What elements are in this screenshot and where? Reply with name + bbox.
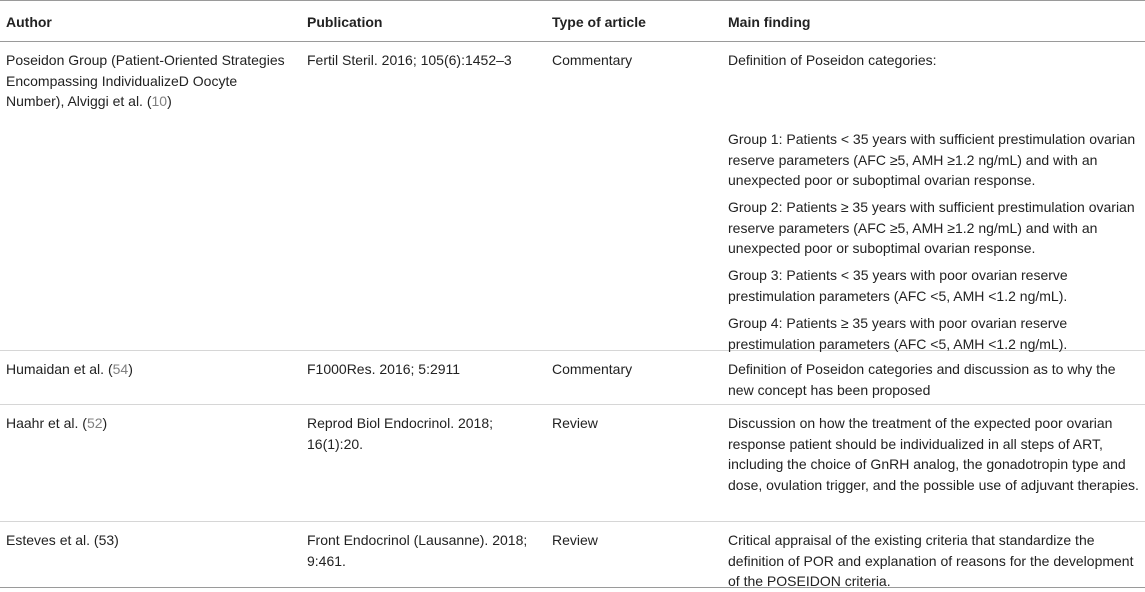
reference-link[interactable]: 53 xyxy=(98,532,115,548)
finding-text: Discussion on how the treatment of the expected poor ovarian response patient should be individualized in all steps of ART, including the choice of GnRH analog, the gonadotropin type and dose, ovulation trigger, and the possible use of adjuvant therapies. xyxy=(728,415,1139,493)
finding-text: Definition of Poseidon categories and discussion as to why the new concept has been proposed xyxy=(728,361,1116,398)
finding-group-1: Group 1: Patients < 35 years with sufficient prestimulation ovarian reserve parameters (AFC ≥5, AMH ≥1.2 ng/mL) and with an unexpected poor or suboptimal ovarian response. xyxy=(728,131,1136,188)
table-header xyxy=(0,0,1145,42)
finding-text: Critical appraisal of the existing criteria that standardize the definition of POR and explanation of reasons for the development of the POSEIDON criteria. xyxy=(728,532,1134,589)
author-cell: Humaidan et al. (54) xyxy=(6,361,133,377)
table-row xyxy=(0,522,1145,588)
finding-group-2: Group 2: Patients ≥ 35 years with sufficient prestimulation ovarian reserve parameters (AFC ≥5, AMH ≥1.2 ng/mL) and with an unexpected poor or suboptimal ovarian response. xyxy=(728,199,1135,256)
reference-link[interactable]: 52 xyxy=(86,415,103,431)
header-finding: Main finding xyxy=(728,14,811,30)
finding-group-4: Group 4: Patients ≥ 35 years with poor ovarian reserve prestimulation parameters (AFC <5, AMH <1.2 ng/mL). xyxy=(728,315,1068,352)
finding-text: Definition of Poseidon categories: xyxy=(728,52,937,68)
publication-cell: F1000Res. 2016; 5:2911 xyxy=(307,361,461,377)
table-row xyxy=(0,405,1145,522)
author-cell: Esteves et al. (53) xyxy=(6,532,119,548)
author-cell: Poseidon Group (Patient-Oriented Strategies Encompassing IndividualizeD Oocyte Number), Alviggi et al. (10) xyxy=(6,52,285,109)
publication-cell: Fertil Steril. 2016; 105(6):1452–3 xyxy=(307,52,512,68)
table-row xyxy=(0,351,1145,405)
type-cell: Commentary xyxy=(552,361,633,377)
finding-group-3: Group 3: Patients < 35 years with poor ovarian reserve prestimulation parameters (AFC <5, AMH <1.2 ng/mL). xyxy=(728,267,1068,304)
type-cell: Review xyxy=(552,415,598,431)
publication-cell: Front Endocrinol (Lausanne). 2018; 9:461. xyxy=(307,532,528,569)
table-row xyxy=(0,42,1145,351)
reference-link[interactable]: 54 xyxy=(112,361,129,377)
header-publication: Publication xyxy=(307,14,383,30)
author-cell: Haahr et al. (52) xyxy=(6,415,108,431)
type-cell: Commentary xyxy=(552,52,633,68)
publication-cell: Reprod Biol Endocrinol. 2018; 16(1):20. xyxy=(307,415,494,452)
type-cell: Review xyxy=(552,532,598,548)
header-type: Type of article xyxy=(552,14,646,30)
header-author: Author xyxy=(6,14,52,30)
reference-link[interactable]: 10 xyxy=(151,93,168,109)
